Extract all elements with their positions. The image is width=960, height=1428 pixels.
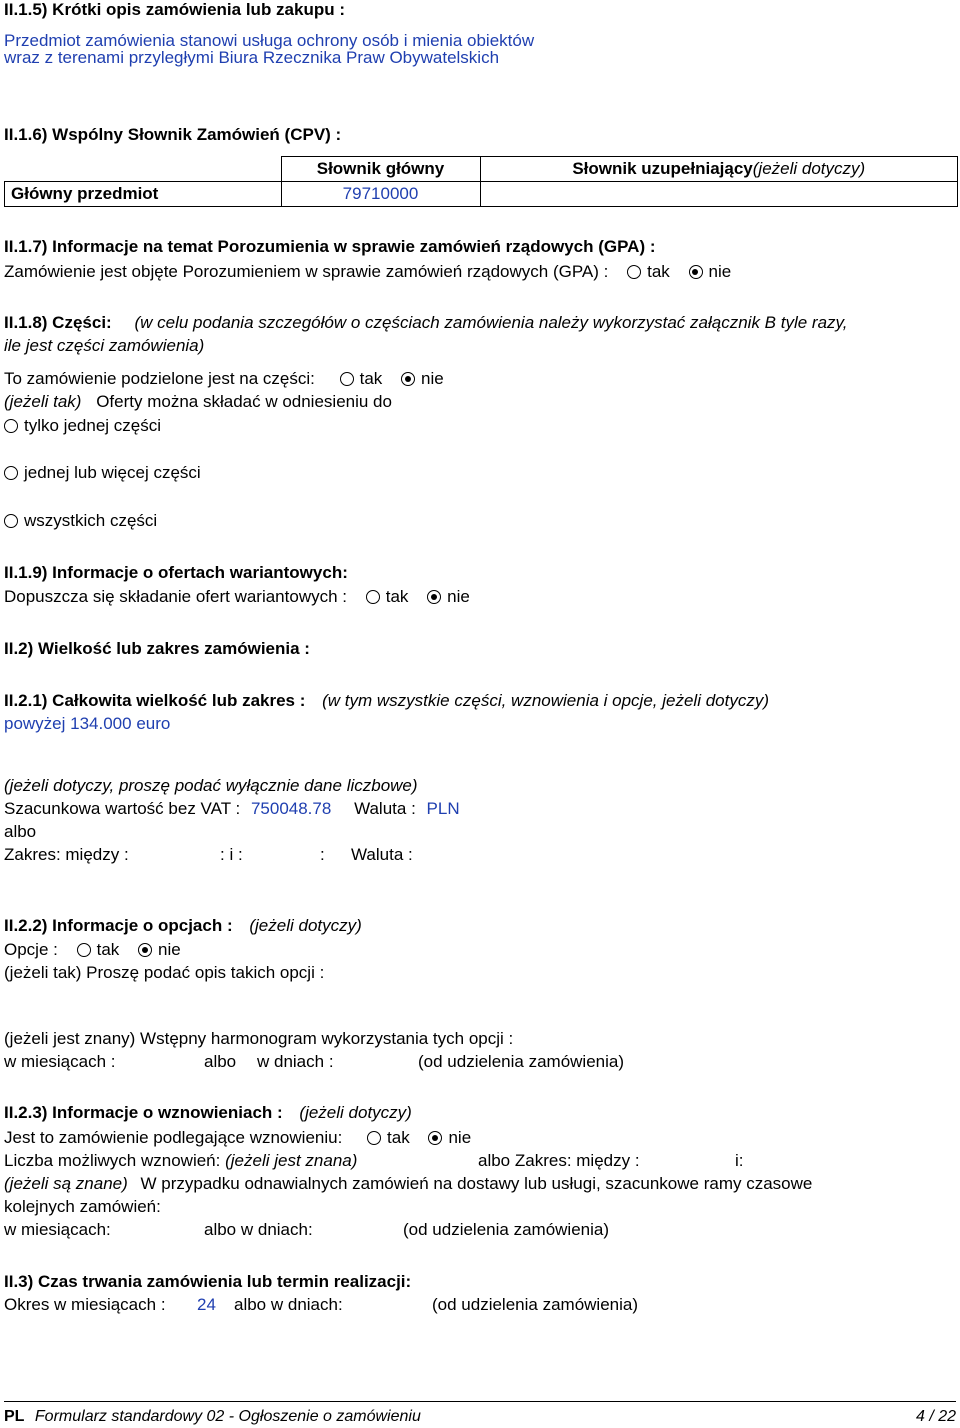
footer-language: PL	[4, 1408, 25, 1425]
parts-heading-row	[4, 313, 848, 333]
renewals-known-text2: kolejnych zamówień:	[4, 1197, 161, 1216]
range-end: :	[320, 845, 325, 864]
duration-months-value: 24	[197, 1295, 216, 1314]
parts-question: To zamówienie podzielone jest na części:	[4, 369, 315, 388]
cpv-col-supplementary: Słownik uzupełniający(jeżeli dotyczy)	[480, 157, 958, 182]
variants-question-row	[4, 587, 470, 607]
numeric-only-note: (jeżeli dotyczy, proszę podać wyłącznie dane liczbowe)	[4, 776, 418, 795]
gpa-question-row	[4, 262, 731, 282]
short-description-line1: Przedmiot zamówienia stanowi usługa ochrony osób i mienia obiektów	[4, 31, 535, 50]
renewals-question-row	[4, 1128, 471, 1148]
estimated-value-label: Szacunkowa wartość bez VAT :	[4, 799, 241, 818]
section-heading-ii-2-3: II.2.3) Informacje o wznowieniach :	[4, 1103, 283, 1122]
radio-empty-icon	[4, 466, 18, 480]
radio-selected-icon	[428, 1131, 442, 1145]
footer-page-number: 4 / 22	[915, 1408, 956, 1425]
parts-option-one-or-more[interactable]: jednej lub więcej części	[4, 463, 201, 483]
cpv-supp-code	[480, 182, 958, 207]
parts-offers-text: Oferty można składać w odniesieniu do	[96, 392, 392, 411]
parts-note-line1: (w celu podania szczegółów o częściach zamówienia należy wykorzystać załącznik B tyle razy,	[134, 313, 848, 332]
range-mid: : i :	[220, 845, 243, 864]
cpv-col-main: Słownik główny	[281, 157, 480, 182]
radio-selected-icon	[427, 590, 441, 604]
options-no-option[interactable]: nie	[138, 940, 181, 960]
section-heading-ii-1-6: II.1.6) Wspólny Słownik Zamówień (CPV) :	[4, 125, 342, 144]
page-footer	[4, 1408, 956, 1426]
options-or: albo	[204, 1052, 237, 1071]
or-label: albo	[4, 822, 37, 841]
options-describe: (jeżeli tak) Proszę podać opis takich opcji :	[4, 963, 325, 982]
gpa-no-option[interactable]: nie	[689, 262, 732, 282]
options-months-label: w miesiącach :	[4, 1052, 116, 1071]
parts-offers-row	[4, 392, 392, 412]
cpv-table	[4, 156, 958, 207]
radio-empty-icon	[366, 590, 380, 604]
estimated-value: 750048.78	[250, 799, 332, 818]
renewals-no-option[interactable]: nie	[428, 1128, 471, 1148]
options-yes-option[interactable]: tak	[77, 940, 120, 960]
renewals-known-note: (jeżeli są znane)	[4, 1174, 128, 1193]
parts-note-line2: ile jest części zamówienia)	[4, 336, 205, 355]
options-heading-row	[4, 916, 362, 936]
duration-or-days: albo w dniach:	[234, 1295, 343, 1314]
renewals-range-i: i:	[735, 1151, 744, 1170]
currency-label: Waluta :	[354, 799, 416, 818]
radio-empty-icon	[4, 514, 18, 528]
gpa-question: Zamówienie jest objęte Porozumieniem w sprawie zamówień rządowych (GPA) :	[4, 262, 609, 281]
parts-if-yes: (jeżeli tak)	[4, 392, 82, 411]
radio-empty-icon	[4, 419, 18, 433]
range-label: Zakres: między :	[4, 845, 129, 864]
renewals-heading-row	[4, 1103, 412, 1123]
renewals-range-label: albo Zakres: między :	[478, 1151, 640, 1170]
radio-empty-icon	[340, 372, 354, 386]
parts-option-all[interactable]: wszystkich części	[4, 511, 157, 531]
duration-from-award: (od udzielenia zamówienia)	[432, 1295, 639, 1314]
radio-empty-icon	[627, 265, 641, 279]
section-heading-ii-1-8: II.1.8) Części:	[4, 313, 112, 332]
short-description-line2: wraz z terenami przyległymi Biura Rzecznika Praw Obywatelskich	[4, 48, 500, 67]
parts-no-option[interactable]: nie	[401, 369, 444, 389]
footer-divider	[4, 1401, 956, 1402]
renewals-question: Jest to zamówienie podlegające wznowieniu:	[4, 1128, 343, 1147]
renewals-known-text: W przypadku odnawialnych zamówień na dostawy lub usługi, szacunkowe ramy czasowe	[140, 1174, 813, 1193]
currency-value: PLN	[426, 799, 460, 818]
gpa-yes-option[interactable]: tak	[627, 262, 670, 282]
parts-question-row	[4, 369, 444, 389]
section-heading-ii-2-2: II.2.2) Informacje o opcjach :	[4, 916, 233, 935]
variants-no-option[interactable]: nie	[427, 587, 470, 607]
total-quantity-heading-row	[4, 691, 769, 711]
renewals-known-row	[4, 1174, 812, 1194]
renewals-count-label: Liczba możliwych wznowień:	[4, 1151, 221, 1170]
section-heading-ii-2: II.2) Wielkość lub zakres zamówienia :	[4, 639, 310, 658]
options-schedule: (jeżeli jest znany) Wstępny harmonogram wykorzystania tych opcji :	[4, 1029, 514, 1048]
renewals-from-award: (od udzielenia zamówienia)	[403, 1220, 610, 1239]
options-note: (jeżeli dotyczy)	[249, 916, 362, 935]
parts-option-one[interactable]: tylko jednej części	[4, 416, 161, 436]
section-heading-ii-3: II.3) Czas trwania zamówienia lub termin realizacji:	[4, 1272, 412, 1291]
section-heading-ii-1-9: II.1.9) Informacje o ofertach wariantowych:	[4, 563, 348, 582]
options-days-label: w dniach :	[257, 1052, 334, 1071]
renewals-yes-option[interactable]: tak	[367, 1128, 410, 1148]
renewals-count-note: (jeżeli jest znana)	[225, 1151, 358, 1170]
radio-selected-icon	[689, 265, 703, 279]
radio-selected-icon	[138, 943, 152, 957]
cpv-main-code: 79710000	[281, 182, 480, 207]
variants-question: Dopuszcza się składanie ofert wariantowych :	[4, 587, 347, 606]
renewals-months-label: w miesiącach:	[4, 1220, 111, 1239]
renewals-or-days: albo w dniach:	[204, 1220, 313, 1239]
options-from-award: (od udzielenia zamówienia)	[418, 1052, 625, 1071]
range-currency: Waluta :	[351, 845, 413, 864]
parts-yes-option[interactable]: tak	[340, 369, 383, 389]
estimated-value-row	[4, 799, 460, 819]
section-heading-ii-1-5: II.1.5) Krótki opis zamówienia lub zakupu :	[4, 0, 345, 19]
total-quantity-note: (w tym wszystkie części, wznowienia i opcje, jeżeli dotyczy)	[322, 691, 769, 710]
footer-form-title: Formularz standardowy 02 - Ogłoszenie o zamówieniu	[34, 1408, 421, 1425]
cpv-row-label: Główny przedmiot	[5, 182, 282, 207]
radio-selected-icon	[401, 372, 415, 386]
section-heading-ii-1-7: II.1.7) Informacje na temat Porozumienia w sprawie zamówień rządowych (GPA) :	[4, 237, 656, 256]
total-quantity-value: powyżej 134.000 euro	[4, 714, 171, 733]
duration-months-label: Okres w miesiącach :	[4, 1295, 166, 1314]
options-question-row	[4, 940, 181, 960]
section-heading-ii-2-1: II.2.1) Całkowita wielkość lub zakres :	[4, 691, 306, 710]
options-label: Opcje :	[4, 940, 58, 959]
renewals-count-row	[4, 1151, 357, 1171]
radio-empty-icon	[367, 1131, 381, 1145]
renewals-note: (jeżeli dotyczy)	[299, 1103, 412, 1122]
variants-yes-option[interactable]: tak	[366, 587, 409, 607]
radio-empty-icon	[77, 943, 91, 957]
